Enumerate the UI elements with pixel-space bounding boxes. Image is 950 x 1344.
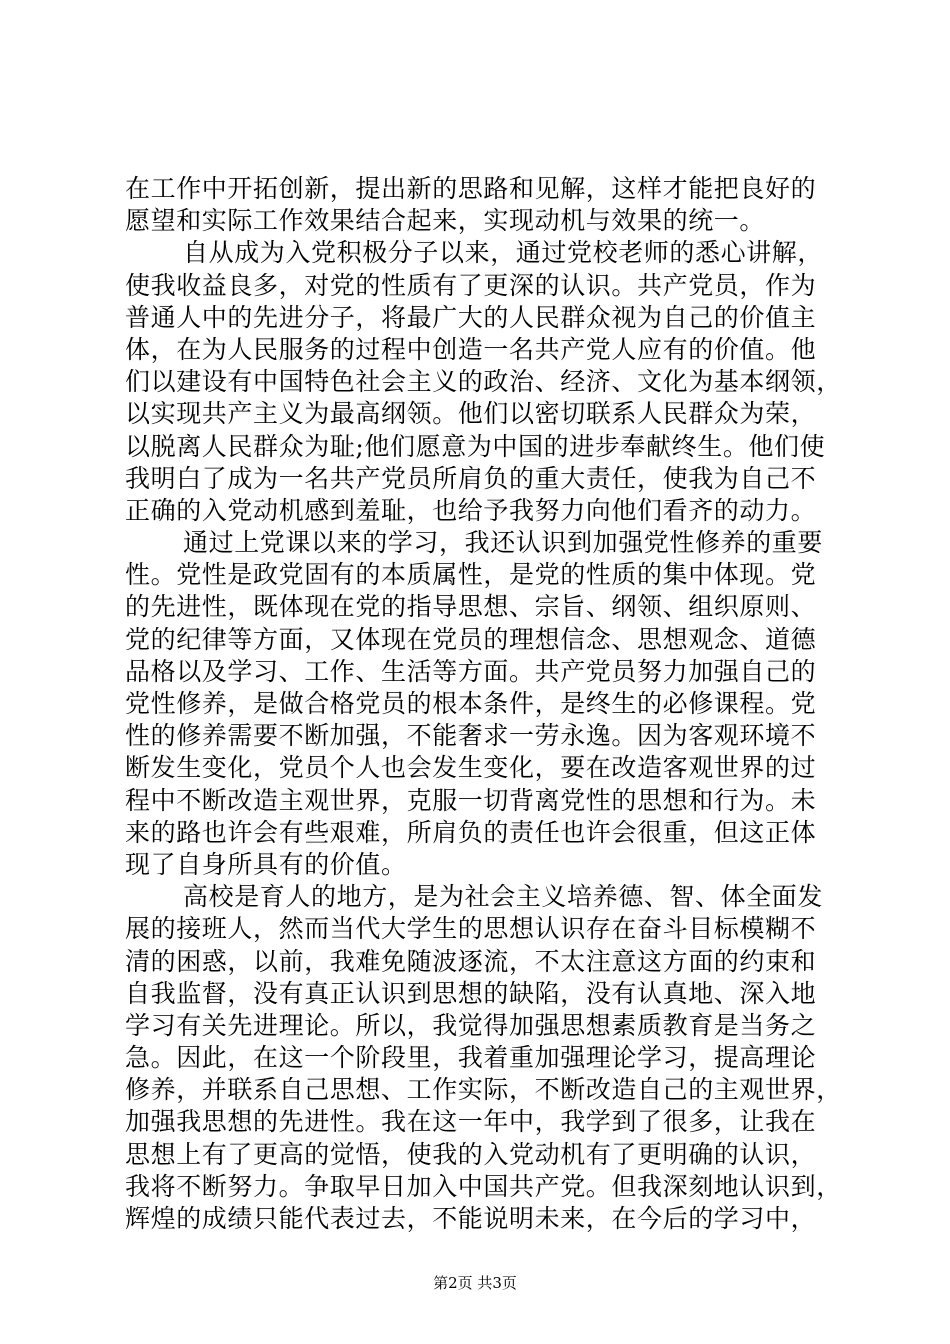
text-line: 学习有关先进理论。所以，我觉得加强思想素质教育是当务之 xyxy=(125,1010,817,1040)
text-line: 愿望和实际工作效果结合起来，实现动机与效果的统一。 xyxy=(125,206,766,236)
text-line: 品格以及学习、工作、生活等方面。共产党员努力加强自己的 xyxy=(125,656,817,686)
text-line: 程中不断改造主观世界，克服一切背离党性的思想和行为。未 xyxy=(125,785,817,815)
text-line: 党性修养，是做合格党员的根本条件，是终生的必修课程。党 xyxy=(125,689,817,718)
page-footer xyxy=(0,1273,950,1293)
text-line: 现了自身所具有的价值。 xyxy=(125,849,407,879)
text-line: 我明白了成为一名共产党员所肩负的重大责任，使我为自己不 xyxy=(125,463,817,493)
text-line: 性。党性是政党固有的本质属性，是党的性质的集中体现。党 xyxy=(125,560,817,590)
page-number-label: 第2页 共3页 xyxy=(433,1274,517,1292)
text-line: 断发生变化，党员个人也会发生变化，要在改造客观世界的过 xyxy=(125,753,817,783)
text-line: 性的修养需要不断加强，不能奢求一劳永逸。因为客观环境不 xyxy=(125,721,817,751)
text-line: 辉煌的成绩只能代表过去，不能说明未来，在今后的学习中， xyxy=(125,1204,817,1233)
text-line: 展的接班人，然而当代大学生的思想认识存在奋斗目标模糊不 xyxy=(125,914,817,944)
text-line: 高校是育人的地方，是为社会主义培养德、智、体全面发 xyxy=(183,882,824,912)
text-line: 我将不断努力。争取早日加入中国共产党。但我深刻地认识到， xyxy=(125,1171,842,1201)
text-line: 党的纪律等方面，又体现在党员的理想信念、思想观念、道德 xyxy=(125,624,817,654)
text-line: 修养，并联系自己思想、工作实际，不断改造自己的主观世界， xyxy=(125,1075,842,1105)
text-line: 使我收益良多，对党的性质有了更深的认识。共产党员，作为 xyxy=(125,270,817,300)
text-line: 自我监督，没有真正认识到思想的缺陷，没有认真地、深入地 xyxy=(125,978,817,1008)
text-line: 正确的入党动机感到羞耻，也给予我努力向他们看齐的动力。 xyxy=(125,495,817,525)
text-line: 来的路也许会有些艰难，所肩负的责任也许会很重，但这正体 xyxy=(125,817,817,847)
text-line: 自从成为入党积极分子以来，通过党校老师的悉心讲解， xyxy=(183,238,824,268)
text-line: 以脱离人民群众为耻;他们愿意为中国的进步奉献终生。他们使 xyxy=(125,431,826,461)
text-line: 以实现共产主义为最高纲领。他们以密切联系人民群众为荣， xyxy=(125,399,817,429)
text-line: 在工作中开拓创新，提出新的思路和见解，这样才能把良好的 xyxy=(125,174,817,203)
text-line: 通过上党课以来的学习，我还认识到加强党性修养的重要 xyxy=(183,528,824,558)
text-line: 体，在为人民服务的过程中创造一名共产党人应有的价值。他 xyxy=(125,334,817,364)
text-line: 普通人中的先进分子，将最广大的人民群众视为自己的价值主 xyxy=(125,302,817,332)
document-body xyxy=(125,173,842,1235)
text-line: 清的困惑，以前，我难免随波逐流，不太注意这方面的约束和 xyxy=(125,946,817,976)
text-line: 加强我思想的先进性。我在这一年中，我学到了很多，让我在 xyxy=(125,1107,817,1137)
text-line: 思想上有了更高的觉悟，使我的入党动机有了更明确的认识， xyxy=(125,1139,817,1169)
text-line: 的先进性，既体现在党的指导思想、宗旨、纲领、组织原则、 xyxy=(125,592,817,622)
text-line: 们以建设有中国特色社会主义的政治、经济、文化为基本纲领， xyxy=(125,367,842,397)
text-line: 急。因此，在这一个阶段里，我着重加强理论学习，提高理论 xyxy=(125,1043,817,1073)
